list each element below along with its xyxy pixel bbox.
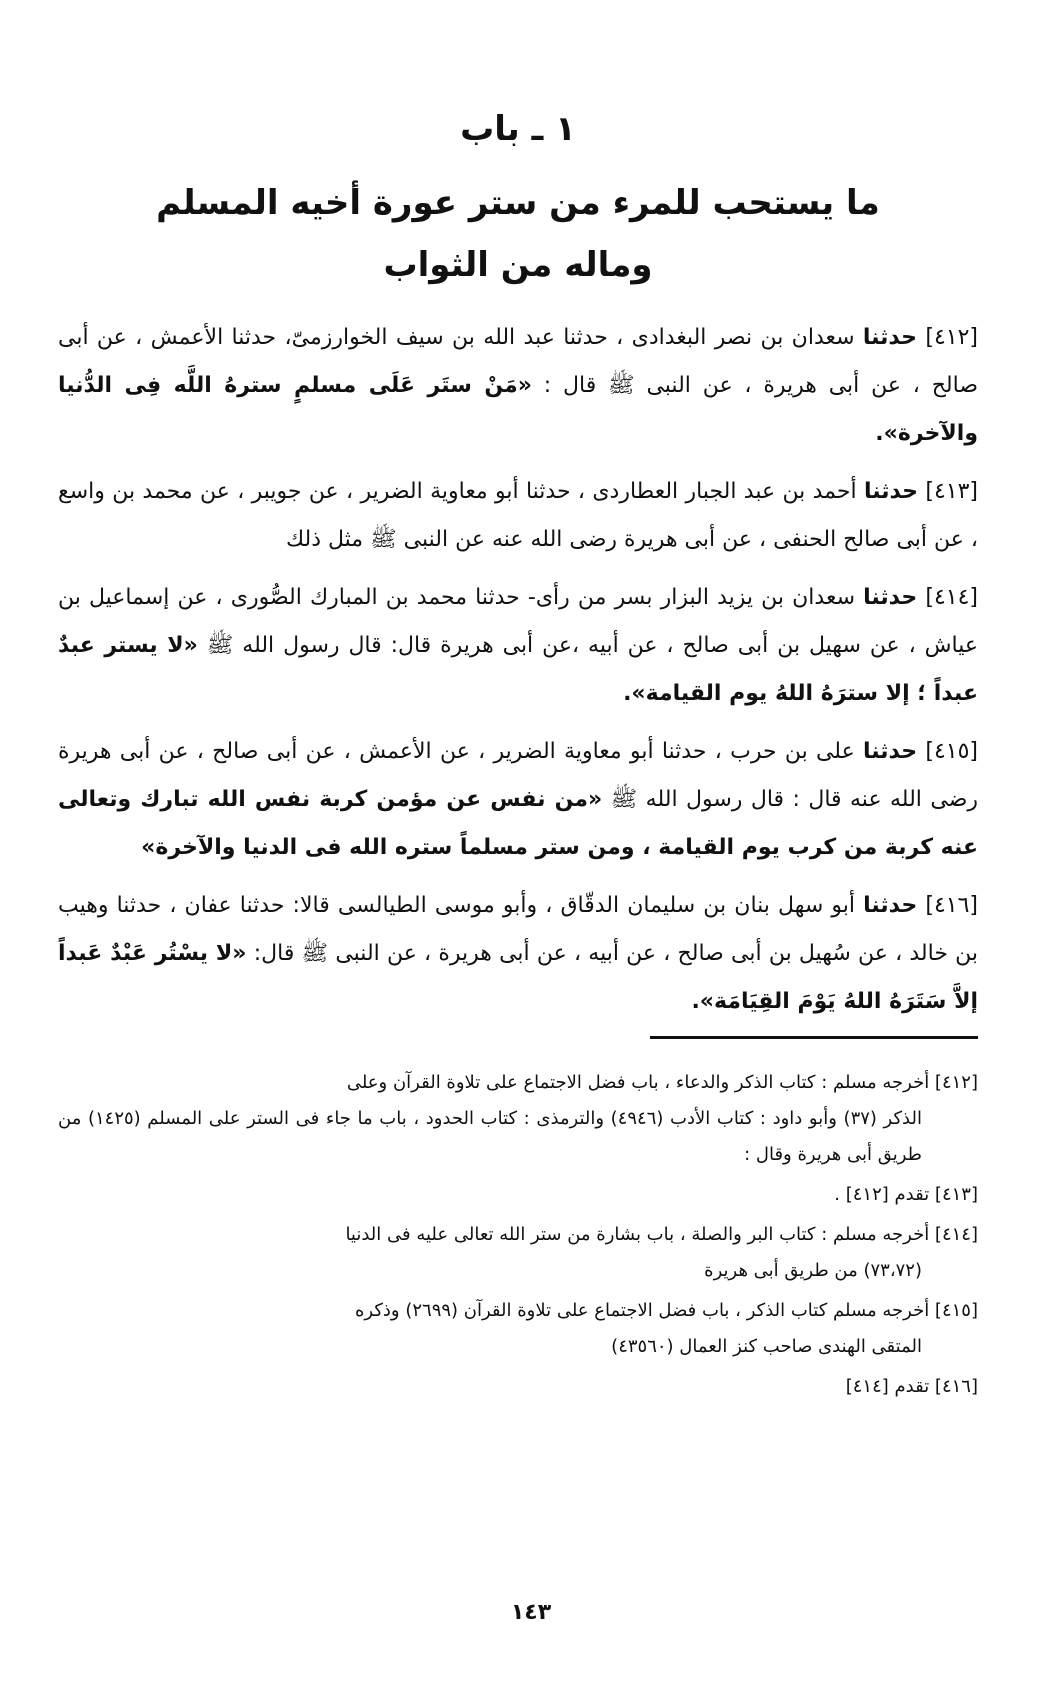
hadith-matn: «مَنْ ستَر عَلَى مسلمٍ سترهُ اللَّه فِى الدُّنيا والآخرة».: [58, 373, 978, 446]
chapter-title-line-2: وماله من الثواب: [383, 245, 653, 285]
footnote-414: [58, 1217, 978, 1289]
hadith-416: [58, 882, 978, 1026]
footnote-divider: [650, 1036, 978, 1039]
footnote-first-line: [٤١٦] تقدم [٤١٤]: [845, 1376, 978, 1397]
chapter-title: [58, 172, 978, 296]
footnote-416: [58, 1369, 978, 1405]
hadith-isnad: سعدان بن نصر البغدادى ، حدثنا عبد الله بن سيف الخوارزمىّ، حدثنا الأعمش ، عن أبى صالح ، عن أبى هريرة ، عن النبى ﷺ قال :: [58, 325, 979, 398]
hadith-opening: حدثنا: [862, 325, 917, 350]
hadith-412: [58, 314, 978, 458]
hadith-number: [٤١٦]: [925, 893, 978, 918]
hadith-number: [٤١٣]: [925, 479, 979, 504]
footnote-413: [58, 1177, 978, 1213]
footnote-continuation: الذكر (٣٧) وأبو داود : كتاب الأدب (٤٩٤٦) والترمذى : كتاب الحدود ، باب ما جاء فى الستر على المسلم (١٤٢٥) من طريق أبى هريرة وقال :: [58, 1108, 922, 1165]
footnote-415: [58, 1293, 978, 1365]
hadith-isnad: على بن حرب ، حدثنا أبو معاوية الضرير ، عن الأعمش ، عن أبى صالح ، عن أبى هريرة رضى الله عنه قال : قال رسول الله ﷺ: [58, 739, 978, 812]
hadith-isnad: سعدان بن يزيد البزار بسر من رأى- حدثنا محمد بن المبارك الصُّورى ، عن إسماعيل بن عياش ، عن سهيل بن أبى صالح ، عن أبيه ،عن أبى هريرة قال: قال رسول الله ﷺ: [58, 585, 978, 658]
footnotes: [58, 1065, 978, 1405]
hadith-isnad: أبو سهل بنان بن سليمان الدقّاق ، وأبو موسى الطيالسى قالا: حدثنا عفان ، حدثنا وهيب بن خالد ، عن سُهيل بن أبى صالح ، عن أبيه ، عن أبى هريرة ، عن النبى ﷺ قال:: [58, 893, 979, 966]
footnote-first-line: [٤١٥] أخرجه مسلم كتاب الذكر ، باب فضل الاجتماع على تلاوة القرآن (٢٦٩٩) وذكره: [354, 1300, 978, 1321]
hadith-number: [٤١٥]: [925, 739, 978, 764]
hadith-opening: حدثنا: [863, 585, 918, 610]
footnote-412: [58, 1065, 978, 1173]
chapter-number: ١ ـ باب: [460, 109, 576, 149]
hadith-number: [٤١٢]: [925, 325, 978, 350]
hadith-matn: «لا يسْتُر عَبْدٌ عَبداً إلاَّ سَتَرَهُ اللهُ يَوْمَ القِيَامَة».: [58, 941, 978, 1014]
hadith-413: [58, 468, 978, 564]
hadith-matn: «لا يستر عبدٌ عبداً ؛ إلا سترَهُ اللهُ يوم القيامة».: [58, 633, 978, 706]
footnote-first-line: [٤١٣] تقدم [٤١٢] .: [834, 1184, 978, 1205]
hadith-number: [٤١٤]: [925, 585, 978, 610]
footnote-continuation: المتقى الهندى صاحب كنز العمال (٤٣٥٦٠): [611, 1336, 922, 1357]
hadith-opening: حدثنا: [863, 893, 918, 918]
hadith-414: [58, 574, 978, 718]
page-number: ١٤٣: [510, 1600, 552, 1625]
hadith-opening: حدثنا: [863, 479, 919, 504]
chapter-title-line-1: ما يستحب للمرء من ستر عورة أخيه المسلم: [156, 183, 880, 223]
hadith-isnad: أحمد بن عبد الجبار العطاردى ، حدثنا أبو معاوية الضرير ، عن جويبر ، عن محمد بن واسع ، عن أبى صالح الحنفى ، عن أبى هريرة رضى الله عنه عن النبى ﷺ مثل ذلك: [58, 479, 978, 552]
footnote-first-line: [٤١٤] أخرجه مسلم : كتاب البر والصلة ، باب بشارة من ستر الله تعالى عليه فى الدنيا: [345, 1224, 978, 1245]
hadith-opening: حدثنا: [863, 739, 918, 764]
hadith-matn: «من نفس عن مؤمن كربة نفس الله تبارك وتعالى عنه كربة من كرب يوم القيامة ، ومن ستر مسلماً ستره الله فى الدنيا والآخرة»: [58, 787, 978, 860]
footnote-first-line: [٤١٢] أخرجه مسلم : كتاب الذكر والدعاء ، باب فضل الاجتماع على تلاوة القرآن وعلى: [346, 1072, 978, 1093]
hadith-415: [58, 728, 978, 872]
footnote-continuation: (٧٣،٧٢) من طريق أبى هريرة: [704, 1260, 922, 1281]
